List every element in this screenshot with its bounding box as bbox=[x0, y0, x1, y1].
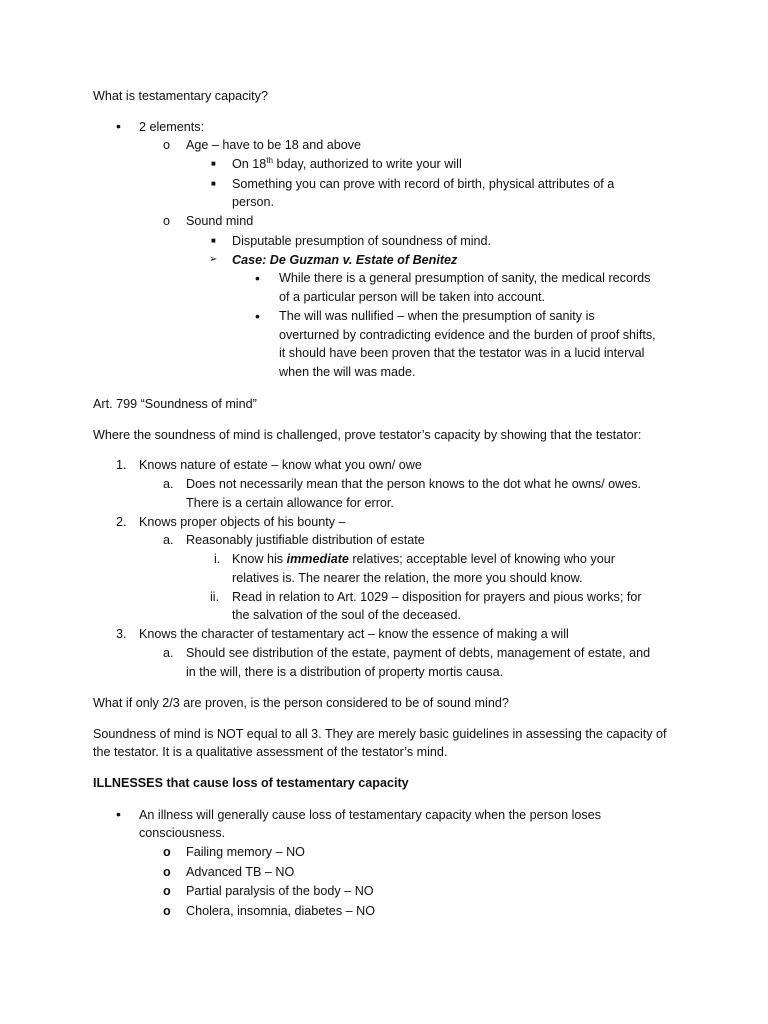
list-number: 3. bbox=[116, 627, 127, 641]
list-item-2: Knows proper objects of his bounty – bbox=[139, 515, 346, 529]
list-item-1a-line1: Does not necessarily mean that the person knows to the dot what he owns/ owes. bbox=[186, 477, 642, 491]
sound-mind-label: Sound mind bbox=[186, 214, 254, 228]
illness-text-line1: An illness will generally cause loss of testamentary capacity when the person loses bbox=[139, 808, 602, 822]
age-bullet-2-line2: person. bbox=[232, 195, 275, 209]
circle-bullet: o bbox=[163, 138, 171, 152]
bullet-dot: • bbox=[116, 118, 121, 134]
case-point-2-line2: overturned by contradicting evidence and the burden of proof shifts, bbox=[279, 328, 656, 342]
soundness-paragraph-line2: the testator. It is a qualitative assessment of the testator’s mind. bbox=[93, 745, 448, 759]
bullet-dot: • bbox=[116, 806, 121, 822]
age-bullet-2-line1: Something you can prove with record of birth, physical attributes of a bbox=[232, 177, 615, 191]
list-item-1: Knows nature of estate – know what you own/ owe bbox=[139, 458, 422, 472]
circle-bullet: o bbox=[163, 865, 171, 879]
square-bullet: ■ bbox=[211, 236, 216, 245]
age-label: Age – have to be 18 and above bbox=[186, 138, 362, 152]
question-two-thirds: What if only 2/3 are proven, is the person considered to be of sound mind? bbox=[93, 696, 509, 710]
list-number: 1. bbox=[116, 458, 127, 472]
case-title: Case: De Guzman v. Estate of Benitez bbox=[232, 253, 458, 267]
elements-intro: 2 elements: bbox=[139, 120, 205, 134]
illness-item: Partial paralysis of the body – NO bbox=[186, 884, 374, 898]
list-item-1a-line2: There is a certain allowance for error. bbox=[186, 496, 394, 510]
case-point-2-line1: The will was nullified – when the presumption of sanity is bbox=[279, 309, 595, 323]
list-item-3a-line2: in the will, there is a distribution of property mortis causa. bbox=[186, 665, 504, 679]
arrow-bullet-icon: ➢ bbox=[209, 254, 218, 265]
list-item-2a-i-line1: Know his immediate relatives; acceptable level of knowing who your bbox=[232, 552, 615, 566]
circle-bullet: o bbox=[163, 904, 171, 918]
sound-bullet-1: Disputable presumption of soundness of mind. bbox=[232, 234, 492, 248]
list-roman: ii. bbox=[210, 590, 220, 604]
illness-item: Advanced TB – NO bbox=[186, 865, 295, 879]
circle-bullet: o bbox=[163, 884, 171, 898]
question-heading: What is testamentary capacity? bbox=[93, 89, 268, 103]
square-bullet: ■ bbox=[211, 159, 216, 168]
list-item-3: Knows the character of testamentary act – know the essence of making a will bbox=[139, 627, 569, 641]
list-letter: a. bbox=[163, 646, 174, 660]
illness-item: Failing memory – NO bbox=[186, 845, 305, 859]
where-paragraph: Where the soundness of mind is challenged, prove testator’s capacity by showing that the testator: bbox=[93, 428, 642, 442]
list-item-3a-line1: Should see distribution of the estate, payment of debts, management of estate, and bbox=[186, 646, 651, 660]
case-point-2-line4: when the will was made. bbox=[279, 365, 416, 379]
list-roman: i. bbox=[214, 552, 221, 566]
case-point-1-line2: of a particular person will be taken into account. bbox=[279, 290, 546, 304]
bullet-dot: • bbox=[255, 270, 260, 286]
soundness-paragraph-line1: Soundness of mind is NOT equal to all 3. They are merely basic guidelines in assessing the capacity of bbox=[93, 727, 667, 741]
circle-bullet: o bbox=[163, 214, 171, 228]
list-number: 2. bbox=[116, 515, 127, 529]
case-point-2-line3: it should have been proven that the testator was in a lucid interval bbox=[279, 346, 645, 360]
list-item-2a: Reasonably justifiable distribution of estate bbox=[186, 533, 425, 547]
circle-bullet: o bbox=[163, 845, 171, 859]
list-item-2a-ii-line1: Read in relation to Art. 1029 – disposition for prayers and pious works; for bbox=[232, 590, 642, 604]
list-letter: a. bbox=[163, 477, 174, 491]
article-heading: Art. 799 “Soundness of mind” bbox=[93, 397, 257, 411]
illness-text-line2: consciousness. bbox=[139, 826, 226, 840]
illness-item: Cholera, insomnia, diabetes – NO bbox=[186, 904, 376, 918]
age-bullet-1: On 18th bday, authorized to write your will bbox=[232, 155, 462, 171]
list-item-2a-ii-line2: the salvation of the soul of the deceased. bbox=[232, 608, 461, 622]
case-point-1-line1: While there is a general presumption of sanity, the medical records bbox=[279, 271, 651, 285]
illnesses-heading: ILLNESSES that cause loss of testamentary capacity bbox=[93, 776, 409, 790]
list-letter: a. bbox=[163, 533, 174, 547]
list-item-2a-i-line2: relatives is. The nearer the relation, the more you should know. bbox=[232, 571, 583, 585]
square-bullet: ■ bbox=[211, 179, 216, 188]
bullet-dot: • bbox=[255, 308, 260, 324]
